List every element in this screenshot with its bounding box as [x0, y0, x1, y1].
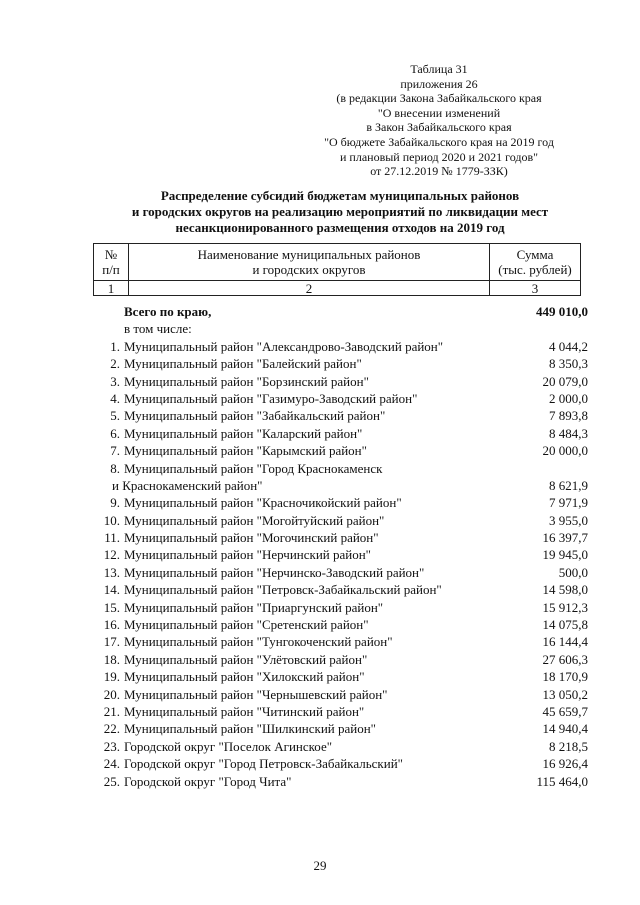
row-name: Муниципальный район "Балейский район": [124, 356, 362, 372]
total-label: Всего по краю,: [124, 304, 212, 319]
col-name-header-line: и городских округов: [252, 262, 366, 277]
col-number-header-line: п/п: [102, 262, 120, 277]
row-number: 7.: [110, 443, 120, 459]
row-amount: 20 079,0: [542, 373, 588, 389]
row-name: Муниципальный район "Красночикойский район": [124, 495, 402, 511]
row-number: 20.: [103, 686, 120, 702]
row-amount: 19 945,0: [542, 547, 588, 563]
header-line: от 27.12.2019 № 1779-ЗЗК): [370, 164, 508, 179]
row-number: 25.: [103, 773, 120, 789]
row-name: Муниципальный район "Могойтуйский район": [124, 512, 385, 528]
row-number: 6.: [110, 425, 120, 441]
table-row: [0, 773, 640, 790]
row-amount: 8 621,9: [549, 477, 588, 493]
row-name: Муниципальный район "Борзинский район": [124, 373, 369, 389]
table-row: [0, 442, 640, 459]
table-header: [93, 243, 581, 296]
table-row: [0, 512, 640, 529]
table-row: [0, 425, 640, 442]
row-amount: 20 000,0: [542, 443, 588, 459]
row-number: 11.: [104, 530, 120, 546]
row-number: 12.: [103, 547, 120, 563]
row-number: 4.: [110, 390, 120, 406]
table-row: [0, 390, 640, 407]
header-line: "О бюджете Забайкальского края на 2019 год: [324, 134, 554, 149]
row-number: 16.: [103, 617, 120, 633]
header-line: в Закон Забайкальского края: [366, 120, 512, 135]
row-name: Муниципальный район "Сретенский район": [124, 617, 369, 633]
table-row: [0, 599, 640, 616]
total-amount: 449 010,0: [536, 304, 588, 319]
table-row: [0, 460, 640, 477]
page-number: 29: [313, 858, 327, 873]
title-line: несанкционированного размещения отходов на 2019 год: [175, 220, 505, 235]
row-name-continuation: и Краснокаменский район": [112, 477, 263, 493]
row-amount: 13 050,2: [542, 686, 588, 702]
row-name: Городской округ "Город Чита": [124, 773, 292, 789]
col-name-header: [129, 244, 490, 281]
row-number: 10.: [103, 512, 120, 528]
row-amount: 16 144,4: [542, 634, 588, 650]
row-number: 3.: [110, 373, 120, 389]
row-amount: 8 218,5: [549, 738, 588, 754]
table-row: [0, 633, 640, 650]
row-name: Муниципальный район "Тунгокоченский район": [124, 634, 393, 650]
table-row: [0, 581, 640, 598]
row-amount: 7 971,9: [549, 495, 588, 511]
row-amount: 14 598,0: [542, 582, 588, 598]
table-row: [0, 616, 640, 633]
row-amount: 14 940,4: [542, 721, 588, 737]
col-index: 1: [94, 281, 129, 296]
table-row-continuation: [0, 477, 640, 494]
row-number: 23.: [103, 738, 120, 754]
col-name-header-line: Наименование муниципальных районов: [197, 247, 421, 262]
row-name: Муниципальный район "Улётовский район": [124, 651, 368, 667]
col-index: 3: [490, 281, 581, 296]
col-amount-header-line: Сумма: [516, 247, 554, 262]
col-number-header: [94, 244, 129, 281]
row-number: 22.: [103, 721, 120, 737]
table-row: [0, 355, 640, 372]
table-row: [0, 546, 640, 563]
row-name: Муниципальный район "Карымский район": [124, 443, 367, 459]
row-number: 8.: [110, 460, 120, 476]
row-number: 2.: [110, 356, 120, 372]
row-name: Муниципальный район "Александрово-Заводский район": [124, 338, 444, 354]
row-number: 24.: [103, 756, 120, 772]
col-index: 2: [129, 281, 490, 296]
row-number: 19.: [103, 669, 120, 685]
row-name: Городской округ "Поселок Агинское": [124, 738, 333, 754]
col-amount-header-line: (тыс. рублей): [498, 262, 572, 277]
row-number: 1.: [110, 338, 120, 354]
row-amount: 45 659,7: [542, 703, 588, 719]
row-amount: 15 912,3: [542, 599, 588, 615]
header-line: (в редакции Закона Забайкальского края: [336, 91, 542, 106]
title-line: и городских округов на реализацию мероприятий по ликвидации мест: [131, 204, 549, 219]
table-row: [0, 738, 640, 755]
table-row: [0, 407, 640, 424]
row-name: Муниципальный район "Каларский район": [124, 425, 363, 441]
table-row: [0, 338, 640, 355]
row-amount: 8 350,3: [549, 356, 588, 372]
header-line: и плановый период 2020 и 2021 годов": [339, 149, 539, 164]
row-name: Муниципальный район "Могочинский район": [124, 530, 379, 546]
table-row: [0, 651, 640, 668]
row-number: 5.: [110, 408, 120, 424]
row-amount: 27 606,3: [542, 651, 588, 667]
row-name: Муниципальный район "Петровск-Забайкальский район": [124, 582, 442, 598]
title-line: Распределение субсидий бюджетам муниципальных районов: [160, 188, 520, 203]
total-row: [0, 303, 640, 320]
row-amount: 115 464,0: [536, 773, 588, 789]
col-number-header-line: №: [104, 247, 118, 262]
table-row: [0, 564, 640, 581]
header-line: приложения 26: [400, 76, 478, 91]
table-row: [0, 720, 640, 737]
row-amount: 2 000,0: [549, 390, 588, 406]
table-row: [0, 686, 640, 703]
row-amount: 18 170,9: [542, 669, 588, 685]
col-amount-header: [490, 244, 581, 281]
row-name: Муниципальный район "Нерчинско-Заводский район": [124, 564, 425, 580]
row-number: 18.: [103, 651, 120, 667]
row-name: Муниципальный район "Город Краснокаменск: [124, 460, 383, 476]
row-name: Муниципальный район "Хилокский район": [124, 669, 365, 685]
row-number: 14.: [103, 582, 120, 598]
table-row: [0, 494, 640, 511]
document-title: [100, 188, 580, 236]
header-line: "О внесении изменений: [377, 105, 501, 120]
table-row: [0, 668, 640, 685]
table-row: [0, 755, 640, 772]
table-row: [0, 373, 640, 390]
row-name: Муниципальный район "Забайкальский район": [124, 408, 386, 424]
row-amount: 7 893,8: [549, 408, 588, 424]
row-amount: 3 955,0: [549, 512, 588, 528]
row-amount: 4 044,2: [549, 338, 588, 354]
row-amount: 8 484,3: [549, 425, 588, 441]
row-name: Муниципальный район "Нерчинский район": [124, 547, 371, 563]
row-name: Муниципальный район "Чернышевский район": [124, 686, 388, 702]
row-amount: 500,0: [558, 564, 588, 580]
table-row: [0, 529, 640, 546]
row-amount: 16 926,4: [542, 756, 588, 772]
row-amount: 16 397,7: [542, 530, 588, 546]
row-amount: 14 075,8: [542, 617, 588, 633]
row-name: Городской округ "Город Петровск-Забайкальский": [124, 756, 403, 772]
row-name: Муниципальный район "Читинский район": [124, 703, 365, 719]
row-number: 15.: [103, 599, 120, 615]
including-row: [0, 320, 640, 337]
appendix-header: [300, 62, 578, 179]
row-name: Муниципальный район "Газимуро-Заводский район": [124, 390, 418, 406]
row-number: 21.: [103, 703, 120, 719]
row-number: 17.: [103, 634, 120, 650]
including-label: в том числе:: [124, 321, 192, 337]
table-body: [0, 303, 640, 790]
row-name: Муниципальный район "Шилкинский район": [124, 721, 376, 737]
table-row: [0, 703, 640, 720]
row-number: 9.: [110, 495, 120, 511]
row-name: Муниципальный район "Приаргунский район": [124, 599, 384, 615]
row-number: 13.: [103, 564, 120, 580]
header-line: Таблица 31: [410, 62, 468, 76]
